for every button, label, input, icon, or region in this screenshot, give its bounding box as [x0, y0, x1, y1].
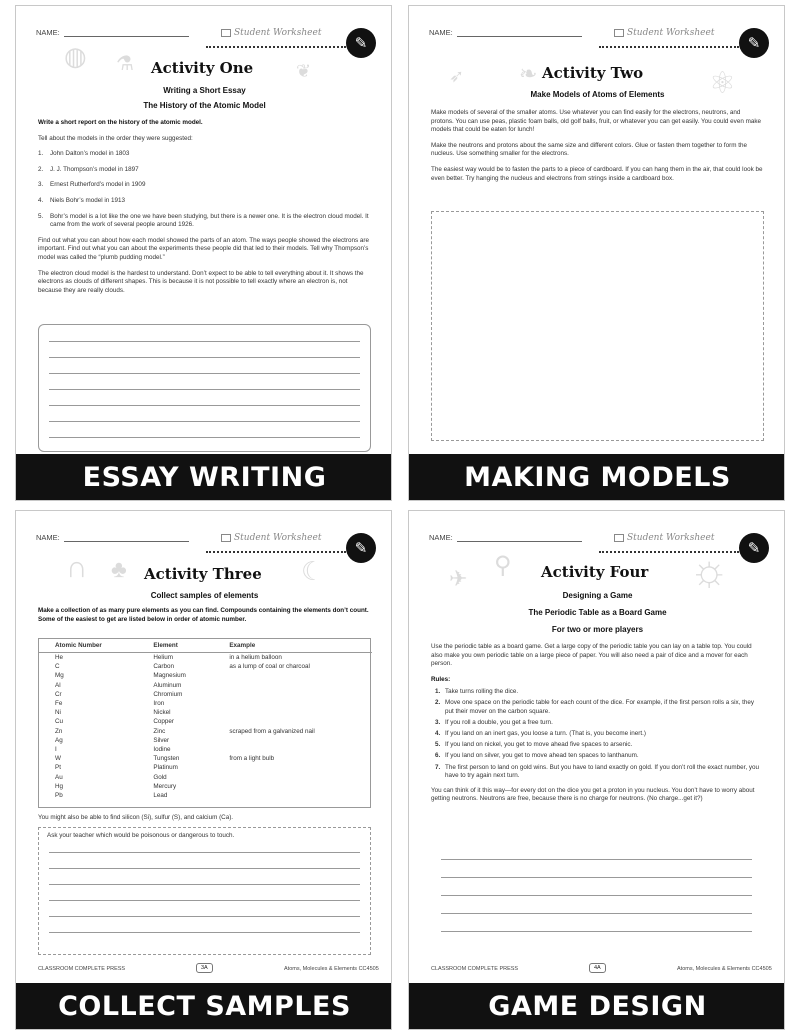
page-number: 4A: [589, 963, 606, 973]
writing-line: [49, 357, 360, 358]
list-number: 5.: [38, 212, 44, 220]
series-footer: Atoms, Molecules & Elements CC4505: [677, 966, 772, 972]
cell-element: Zinc: [153, 727, 166, 735]
writing-line: [49, 900, 360, 901]
outro-text: You can think of it this way—for every dot on the dice you get a proton in you nucleus. You don’t have to worry about getting neutrons. Neutrons are free, because there is no charge for neutrons. (No charge...get it?): [431, 786, 755, 803]
rules-label: Rules:: [431, 675, 451, 683]
cell-element: Gold: [153, 773, 167, 781]
table-row: [39, 681, 372, 690]
cell-example: [213, 791, 372, 800]
cell-example: [213, 671, 372, 680]
cell-example: scraped from a galvanized nail: [229, 727, 315, 735]
table-row: [39, 754, 372, 763]
cell-element: Magnesium: [153, 672, 186, 680]
writing-line: [49, 916, 360, 917]
column-header: Element: [137, 639, 213, 653]
name-label: NAME:: [429, 533, 453, 542]
cell-element: Chromium: [153, 690, 183, 698]
table-row: [39, 782, 372, 791]
cell-element: Aluminum: [153, 681, 182, 689]
list-item: [38, 181, 371, 190]
intro-text: Use the periodic table as a board game. Get a large copy of the periodic table you can lay on a table top. You could also make you own periodic table on a large piece of paper. You will also need a pair of dice and a mover for each person.: [431, 643, 752, 668]
paragraph: The electron cloud model is the hardest to understand. Don’t expect to be able to tell everything about it. It shows the electrons as clouds of different shapes. This is because it is not possible to tell exactly where an electron is, not because they are really clouds.: [38, 269, 364, 294]
moon-icon: ☾: [301, 556, 325, 586]
list-text: Ernest Rutherford’s model in 1909: [50, 181, 146, 189]
instruction: Make a collection of as many pure elements as you can find. Compounds containing the elements don’t count. Some of the easiest to get are listed below in order of atomic number.: [38, 607, 369, 623]
fish-icon: ➶: [449, 66, 465, 86]
name-line: [457, 29, 582, 37]
activity-subtitle: Make Models of Atoms of Elements: [530, 90, 665, 99]
table-header-row: [39, 639, 372, 653]
activity-title: Activity Two: [542, 64, 644, 82]
writing-line: [49, 405, 360, 406]
list-text: Niels Bohr’s model in 1913: [50, 196, 126, 204]
list-text: John Dalton’s model in 1803: [50, 150, 130, 158]
dotted-divider: [599, 46, 739, 48]
activity-subtitle: Collect samples of elements: [150, 591, 259, 600]
name-line: [64, 29, 189, 37]
list-text: J. J. Thompson’s model in 1897: [50, 165, 139, 173]
list-item: [38, 150, 371, 159]
cell-element: Mercury: [153, 782, 177, 790]
cell-example: [213, 699, 372, 708]
writing-line: [49, 437, 360, 438]
table-row: [39, 727, 372, 736]
cell-element: Silver: [153, 736, 170, 744]
list-item: [431, 719, 764, 728]
cell-example: [213, 773, 372, 782]
list-item: [431, 699, 764, 716]
cell-symbol: Ag: [55, 736, 63, 744]
table-row: [39, 662, 372, 671]
cell-example: [213, 690, 372, 699]
list-text: Move one space on the periodic table for each count of the dice. For example, if the first person rolls a six, they put their mover on the carbon square.: [445, 699, 755, 716]
activity-subtitle: Designing a Game: [562, 591, 633, 600]
cell-example: [213, 708, 372, 717]
cell-symbol: I: [55, 746, 57, 754]
list-number: 2.: [435, 699, 441, 707]
magnet-icon: ∩: [66, 551, 88, 584]
cell-element: Iron: [153, 700, 165, 708]
cell-symbol: Au: [55, 773, 63, 781]
cell-symbol: C: [55, 663, 60, 671]
student-worksheet-label: [614, 533, 714, 543]
cell-symbol: Cu: [55, 718, 64, 726]
rules-list: [431, 688, 764, 780]
table-row: [39, 671, 372, 680]
list-text: The first person to land on gold wins. But you have to land exactly on gold. If you don’t roll the exact number, you have to try again next turn.: [445, 763, 759, 780]
cell-element: Helium: [153, 654, 173, 661]
table-row: [39, 791, 372, 800]
instruction: Write a short report on the history of the atomic model.: [38, 119, 203, 126]
cell-element: Lead: [153, 792, 168, 800]
activity-subtitle-2: The Periodic Table as a Board Game: [528, 608, 667, 617]
cell-example: [213, 782, 372, 791]
note-text: You might also be able to find silicon (Si), sulfur (S), and calcium (Ca).: [38, 814, 234, 821]
activity-subtitle-3: For two or more players: [551, 625, 644, 634]
worksheet-text: Student Worksheet: [234, 28, 322, 38]
writing-line: [441, 913, 752, 914]
table-row: [39, 736, 372, 745]
magnifier-icon: ⚲: [494, 552, 512, 579]
activity-body: [431, 109, 764, 190]
list-number: 4.: [38, 196, 44, 204]
table-row: [39, 653, 372, 663]
activity-subtitle: Writing a Short Essay: [163, 86, 246, 95]
series-footer: Atoms, Molecules & Elements CC4505: [284, 966, 379, 972]
activity-body: [431, 643, 764, 811]
list-number: 1.: [38, 150, 44, 158]
worksheet-icon: [614, 534, 624, 542]
list-number: 4.: [435, 730, 441, 738]
list-item: [431, 752, 764, 761]
cell-symbol: Pb: [55, 792, 63, 800]
cell-example: [213, 681, 372, 690]
cell-symbol: Ni: [55, 709, 61, 717]
pencil-icon: ✎: [346, 28, 376, 58]
list-text: If you land on nickel, you get to move ahead five spaces to arsenic.: [445, 741, 633, 749]
category-banner: COLLECT SAMPLES: [16, 983, 392, 1029]
writing-line: [441, 931, 752, 932]
name-label: NAME:: [36, 533, 60, 542]
pencil-icon: ✎: [346, 533, 376, 563]
writing-line: [49, 884, 360, 885]
writing-line: [49, 341, 360, 342]
list-item: [431, 764, 764, 781]
cell-example: from a light bulb: [229, 755, 275, 763]
list-item: [38, 213, 371, 230]
plane-icon: ✈: [449, 566, 468, 591]
paragraph: The easiest way would be to fasten the parts to a piece of cardboard. If you can hang them in the air, that could look be even better. Try hanging the nucleus and electrons from strings inside a cardboard box.: [431, 165, 763, 182]
atom-icon: ⚛: [709, 67, 736, 100]
list-number: 5.: [435, 741, 441, 749]
cell-symbol: W: [55, 755, 61, 763]
cell-example: [213, 717, 372, 726]
cell-symbol: Fe: [55, 700, 63, 708]
name-field: [36, 28, 189, 37]
answer-box[interactable]: [38, 827, 371, 955]
elements-table: [39, 639, 372, 800]
list-number: 3.: [435, 719, 441, 727]
drawing-box[interactable]: [431, 211, 764, 441]
list-item: [431, 688, 764, 697]
name-field: [36, 533, 189, 542]
publisher-footer: CLASSROOM COMPLETE PRESS: [431, 966, 519, 972]
model-list: [38, 150, 371, 230]
cell-element: Iodine: [153, 746, 171, 754]
list-number: 3.: [38, 181, 44, 189]
cell-element: Platinum: [153, 764, 178, 772]
list-item: [431, 730, 764, 739]
pencil-icon: ✎: [739, 533, 769, 563]
page-number: 3A: [196, 963, 213, 973]
cell-symbol: Mg: [55, 672, 64, 680]
intro-text: Tell about the models in the order they were suggested:: [38, 134, 193, 142]
activity-title: Activity Four: [541, 563, 649, 581]
writing-line: [49, 373, 360, 374]
cell-symbol: Zn: [55, 727, 63, 735]
name-line: [64, 534, 189, 542]
elements-table-box: [38, 638, 371, 808]
writing-line: [49, 868, 360, 869]
table-row: [39, 773, 372, 782]
cell-symbol: He: [55, 654, 64, 661]
name-field: [429, 28, 582, 37]
column-header: Example: [213, 639, 372, 653]
worksheet-text: Student Worksheet: [627, 533, 715, 543]
worksheet-text: Student Worksheet: [627, 28, 715, 38]
worksheet-icon: [614, 29, 624, 37]
student-worksheet-label: [614, 28, 714, 38]
table-row: [39, 699, 372, 708]
worksheet-icon: [221, 534, 231, 542]
tree-icon: ♣: [111, 556, 127, 583]
table-row: [39, 690, 372, 699]
writing-line: [441, 859, 752, 860]
paragraph: Make the neutrons and protons about the same size and different colors. Glue or fasten them together to form the nucleus. Use something smaller for the electrons.: [431, 141, 747, 158]
cell-symbol: Hg: [55, 782, 64, 790]
worksheet-activity-one: [15, 5, 392, 501]
cell-example: in a helium balloon: [229, 654, 282, 661]
activity-title: Activity One: [151, 59, 254, 77]
answer-box[interactable]: [38, 324, 371, 452]
list-number: 1.: [435, 688, 441, 696]
cell-element: Nickel: [153, 709, 171, 717]
cell-symbol: Cr: [55, 690, 62, 698]
name-field: [429, 533, 582, 542]
worksheet-icon: [221, 29, 231, 37]
globe-icon: ◍: [64, 41, 87, 71]
table-row: [39, 717, 372, 726]
category-banner: ESSAY WRITING: [16, 454, 392, 500]
paragraph: Make models of several of the smaller atoms. Use whatever you can find easily for the electrons, neutrons, and protons. You can use peas, plastic foam balls, old golf balls, fruit, or whatever you can get easily. You could even make models that could be eaten for lunch!: [431, 109, 761, 134]
flask-icon: ⚗: [116, 53, 134, 75]
list-number: 7.: [435, 763, 441, 771]
worksheet-text: Student Worksheet: [234, 533, 322, 543]
list-item: [38, 166, 371, 175]
list-number: 2.: [38, 165, 44, 173]
worksheet-activity-two: [408, 5, 785, 501]
cell-symbol: Pt: [55, 764, 61, 772]
publisher-footer: CLASSROOM COMPLETE PRESS: [38, 966, 126, 972]
cell-element: Carbon: [153, 663, 175, 671]
cell-example: as a lump of coal or charcoal: [229, 663, 310, 671]
cell-element: Tungsten: [153, 755, 180, 763]
sun-icon: ☼: [689, 546, 730, 595]
table-row: [39, 708, 372, 717]
elements-table-body: [39, 653, 372, 801]
activity-subtitle-2: The History of the Atomic Model: [143, 101, 266, 110]
list-text: Bohr’s model is a lot like the one we have been studying, but there is a newer one. It is the electron cloud model. It came from the work of several people around 1926.: [50, 212, 369, 229]
list-text: If you land on silver, you get to move ahead ten spaces to lanthanum.: [445, 752, 639, 760]
category-banner: GAME DESIGN: [409, 983, 785, 1029]
writing-line: [49, 389, 360, 390]
list-text: If you roll a double, you get a free turn.: [445, 719, 553, 727]
category-banner: MAKING MODELS: [409, 454, 785, 500]
activity-body: [38, 119, 371, 302]
cell-example: [213, 763, 372, 772]
pencil-icon: ✎: [739, 28, 769, 58]
list-item: [431, 741, 764, 750]
writing-line: [49, 852, 360, 853]
name-line: [457, 534, 582, 542]
list-text: Take turns rolling the dice.: [445, 688, 519, 696]
box-prompt: Ask your teacher which would be poisonous or dangerous to touch.: [47, 832, 235, 839]
writing-line: [49, 421, 360, 422]
cell-example: [213, 736, 372, 745]
cell-symbol: Al: [55, 681, 61, 689]
worksheet-activity-four: [408, 510, 785, 1030]
writing-line: [441, 877, 752, 878]
table-row: [39, 763, 372, 772]
cell-example: [213, 745, 372, 754]
list-number: 6.: [435, 752, 441, 760]
table-row: [39, 745, 372, 754]
column-header: Atomic Number: [39, 639, 137, 653]
writing-line: [49, 932, 360, 933]
student-worksheet-label: [221, 28, 321, 38]
list-item: [38, 197, 371, 206]
dotted-divider: [206, 551, 346, 553]
writing-line: [441, 895, 752, 896]
dotted-divider: [206, 46, 346, 48]
leaf-icon: ❦: [296, 61, 312, 81]
cell-element: Copper: [153, 718, 175, 726]
name-label: NAME:: [36, 28, 60, 37]
activity-title: Activity Three: [144, 565, 262, 583]
worksheet-activity-three: [15, 510, 392, 1030]
paragraph: Find out what you can about how each model showed the parts of an atom. The ways people showed the electrons are important. Find out what you can about the experiments these people did that led to their models. Tell why Thompson’s model was called the “plumb pudding model.”: [38, 236, 370, 261]
leaf-icon: ❧: [519, 61, 538, 86]
student-worksheet-label: [221, 533, 321, 543]
name-label: NAME:: [429, 28, 453, 37]
list-text: If you land on an inert gas, you loose a turn. (That is, you become inert.): [445, 730, 646, 738]
